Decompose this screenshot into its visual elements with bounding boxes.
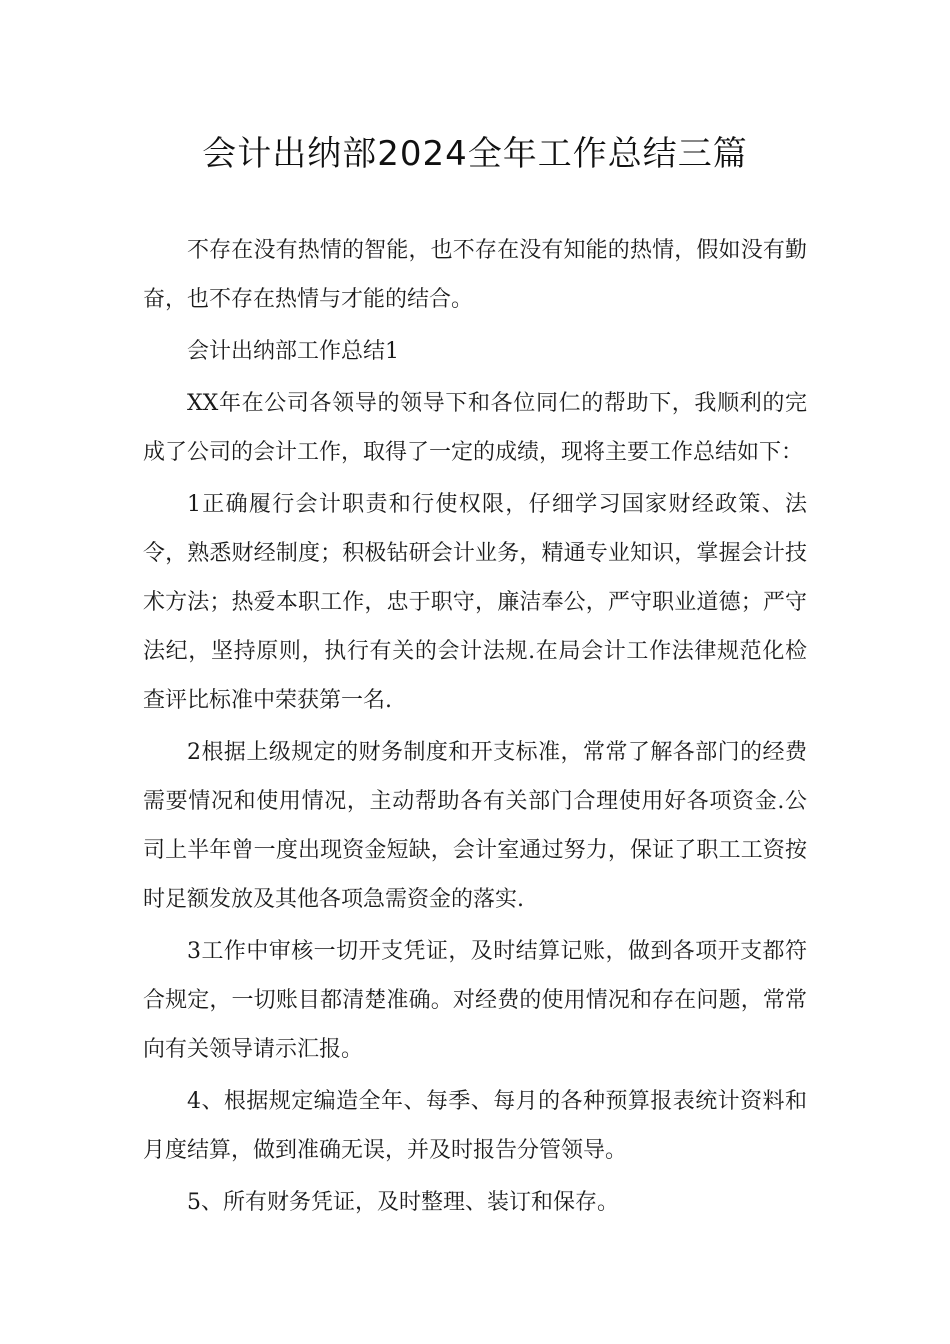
paragraph-intro-quote: 不存在没有热情的智能，也不存在没有知能的热情，假如没有勤奋，也不存在热情与才能的结合。 (143, 238, 807, 312)
paragraph-item-4: 4、根据规定编造全年、每季、每月的各种预算报表统计资料和月度结算，做到准确无误，并及时报告分管领导。 (143, 1089, 807, 1163)
document-body (143, 226, 807, 1227)
paragraph-item-5: 5、所有财务凭证，及时整理、装订和保存。 (187, 1190, 619, 1215)
paragraph-summary-opening: XX年在公司各领导的领导下和各位同仁的帮助下，我顺利的完成了公司的会计工作，取得了一定的成绩，现将主要工作总结如下： (143, 391, 807, 465)
paragraph-item-3: 3工作中审核一切开支凭证，及时结算记账，做到各项开支都符合规定，一切账目都清楚准确。对经费的使用情况和存在问题，常常向有关领导请示汇报。 (143, 939, 807, 1062)
paragraph-item-2: 2根据上级规定的财务制度和开支标准，常常了解各部门的经费需要情况和使用情况，主动帮助各有关部门合理使用好各项资金.公司上半年曾一度出现资金短缺，会计室通过努力，保证了职工工资按时足额发放及其他各项急需资金的落实. (143, 740, 807, 912)
document-title: 会计出纳部2024全年工作总结三篇 (202, 134, 748, 174)
section-heading: 会计出纳部工作总结1 (187, 339, 399, 364)
paragraph-item-1: 1正确履行会计职责和行使权限，仔细学习国家财经政策、法令，熟悉财经制度；积极钻研会计业务，精通专业知识，掌握会计技术方法；热爱本职工作，忠于职守，廉洁奉公，严守职业道德；严守法纪，坚持原则，执行有关的会计法规.在局会计工作法律规范化检查评比标准中荣获第一名. (143, 492, 807, 713)
